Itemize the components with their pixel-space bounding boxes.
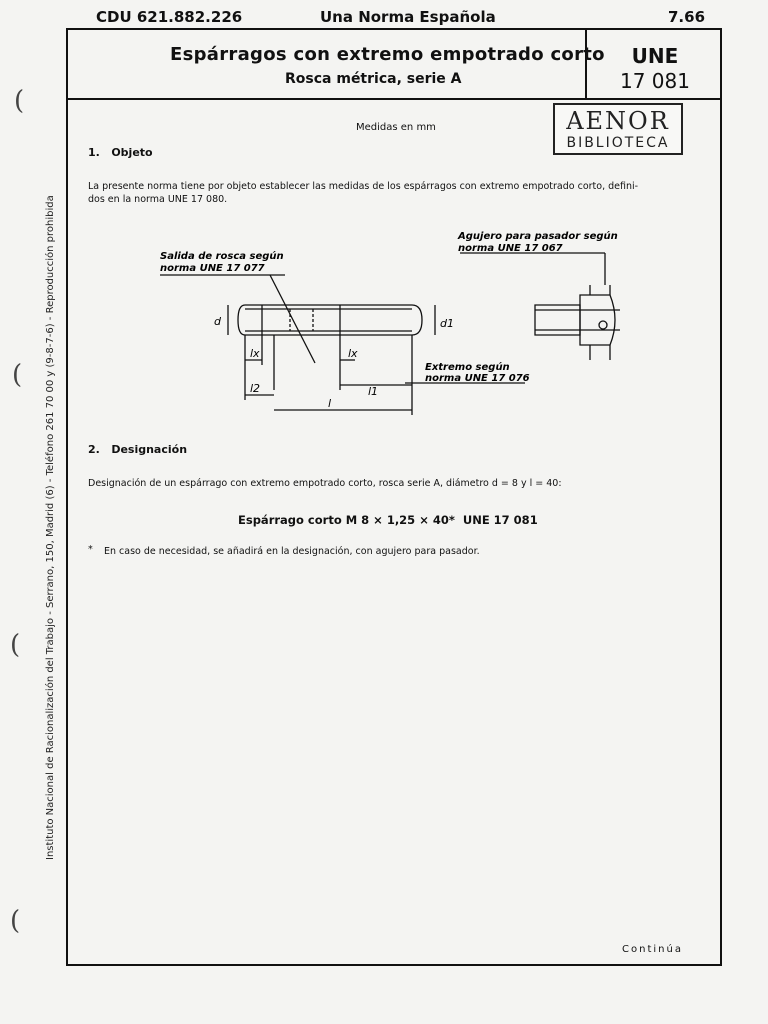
date-label: 7.66 — [668, 8, 706, 26]
une-code: UNE — [631, 44, 679, 68]
section2-text: Designación de un espárrago con extremo empotrado corto, rosca serie A, diámetro d = 8 y l = 40: — [88, 478, 562, 489]
continua-label: Continúa — [622, 944, 683, 955]
norma-espanola-label: Una Norma Española — [320, 8, 496, 26]
salida-label-1: Salida de rosca según — [160, 251, 284, 262]
dim-lx-left-label: lx — [250, 347, 260, 360]
binder-hole-icon: ( — [14, 86, 25, 116]
agujero-label-2: norma UNE 17 067 — [458, 243, 563, 254]
designation-example: Espárrago corto M 8 × 1,25 × 40* UNE 17 081 — [238, 513, 538, 527]
une-number: 17 081 — [620, 69, 690, 93]
page-title: Espárragos con extremo empotrado corto — [170, 44, 605, 65]
dim-d1-label: d1 — [440, 317, 454, 330]
cdu-code: CDU 621.882.226 — [96, 8, 243, 26]
section2-heading: 2. Designación — [88, 443, 188, 456]
page-frame — [66, 28, 722, 966]
section1-text-line2: dos en la norma UNE 17 080. — [88, 194, 228, 205]
binder-hole-icon: ( — [12, 360, 23, 390]
extremo-label-1: Extremo según — [425, 362, 510, 373]
page-subtitle: Rosca métrica, serie A — [285, 71, 462, 87]
side-copyright-text: Instituto Nacional de Racionalización del Trabajo - Serrano, 150, Madrid (6) - Teléfono 261 70 00 y (9-8-7-6) - Reproducción prohibida — [45, 195, 56, 860]
stud-drawing — [150, 225, 650, 420]
aenor-stamp — [553, 103, 683, 155]
dim-l1-label: l1 — [368, 385, 379, 398]
dim-lx-right-label: lx — [348, 347, 358, 360]
binder-hole-icon: ( — [10, 630, 21, 660]
footnote-text: En caso de necesidad, se añadirá en la designación, con agujero para pasador. — [104, 546, 480, 557]
dim-l2-label: l2 — [250, 382, 261, 395]
binder-hole-icon: ( — [10, 906, 21, 936]
salida-label-2: norma UNE 17 077 — [160, 263, 265, 274]
agujero-label-1: Agujero para pasador según — [458, 231, 618, 242]
extremo-label-2: norma UNE 17 076 — [425, 373, 530, 384]
stamp-line1: AENOR — [566, 107, 670, 135]
section1-heading: 1. Objeto — [88, 146, 153, 159]
footnote-mark: * — [88, 544, 93, 555]
section1-text-line1: La presente norma tiene por objeto establecer las medidas de los espárragos con extremo empotrado corto, defini- — [88, 181, 639, 192]
dim-l-label: l — [328, 397, 332, 410]
stamp-line2: BIBLIOTECA — [566, 135, 670, 151]
units-label: Medidas en mm — [356, 122, 436, 133]
dim-d-label: d — [214, 315, 221, 328]
